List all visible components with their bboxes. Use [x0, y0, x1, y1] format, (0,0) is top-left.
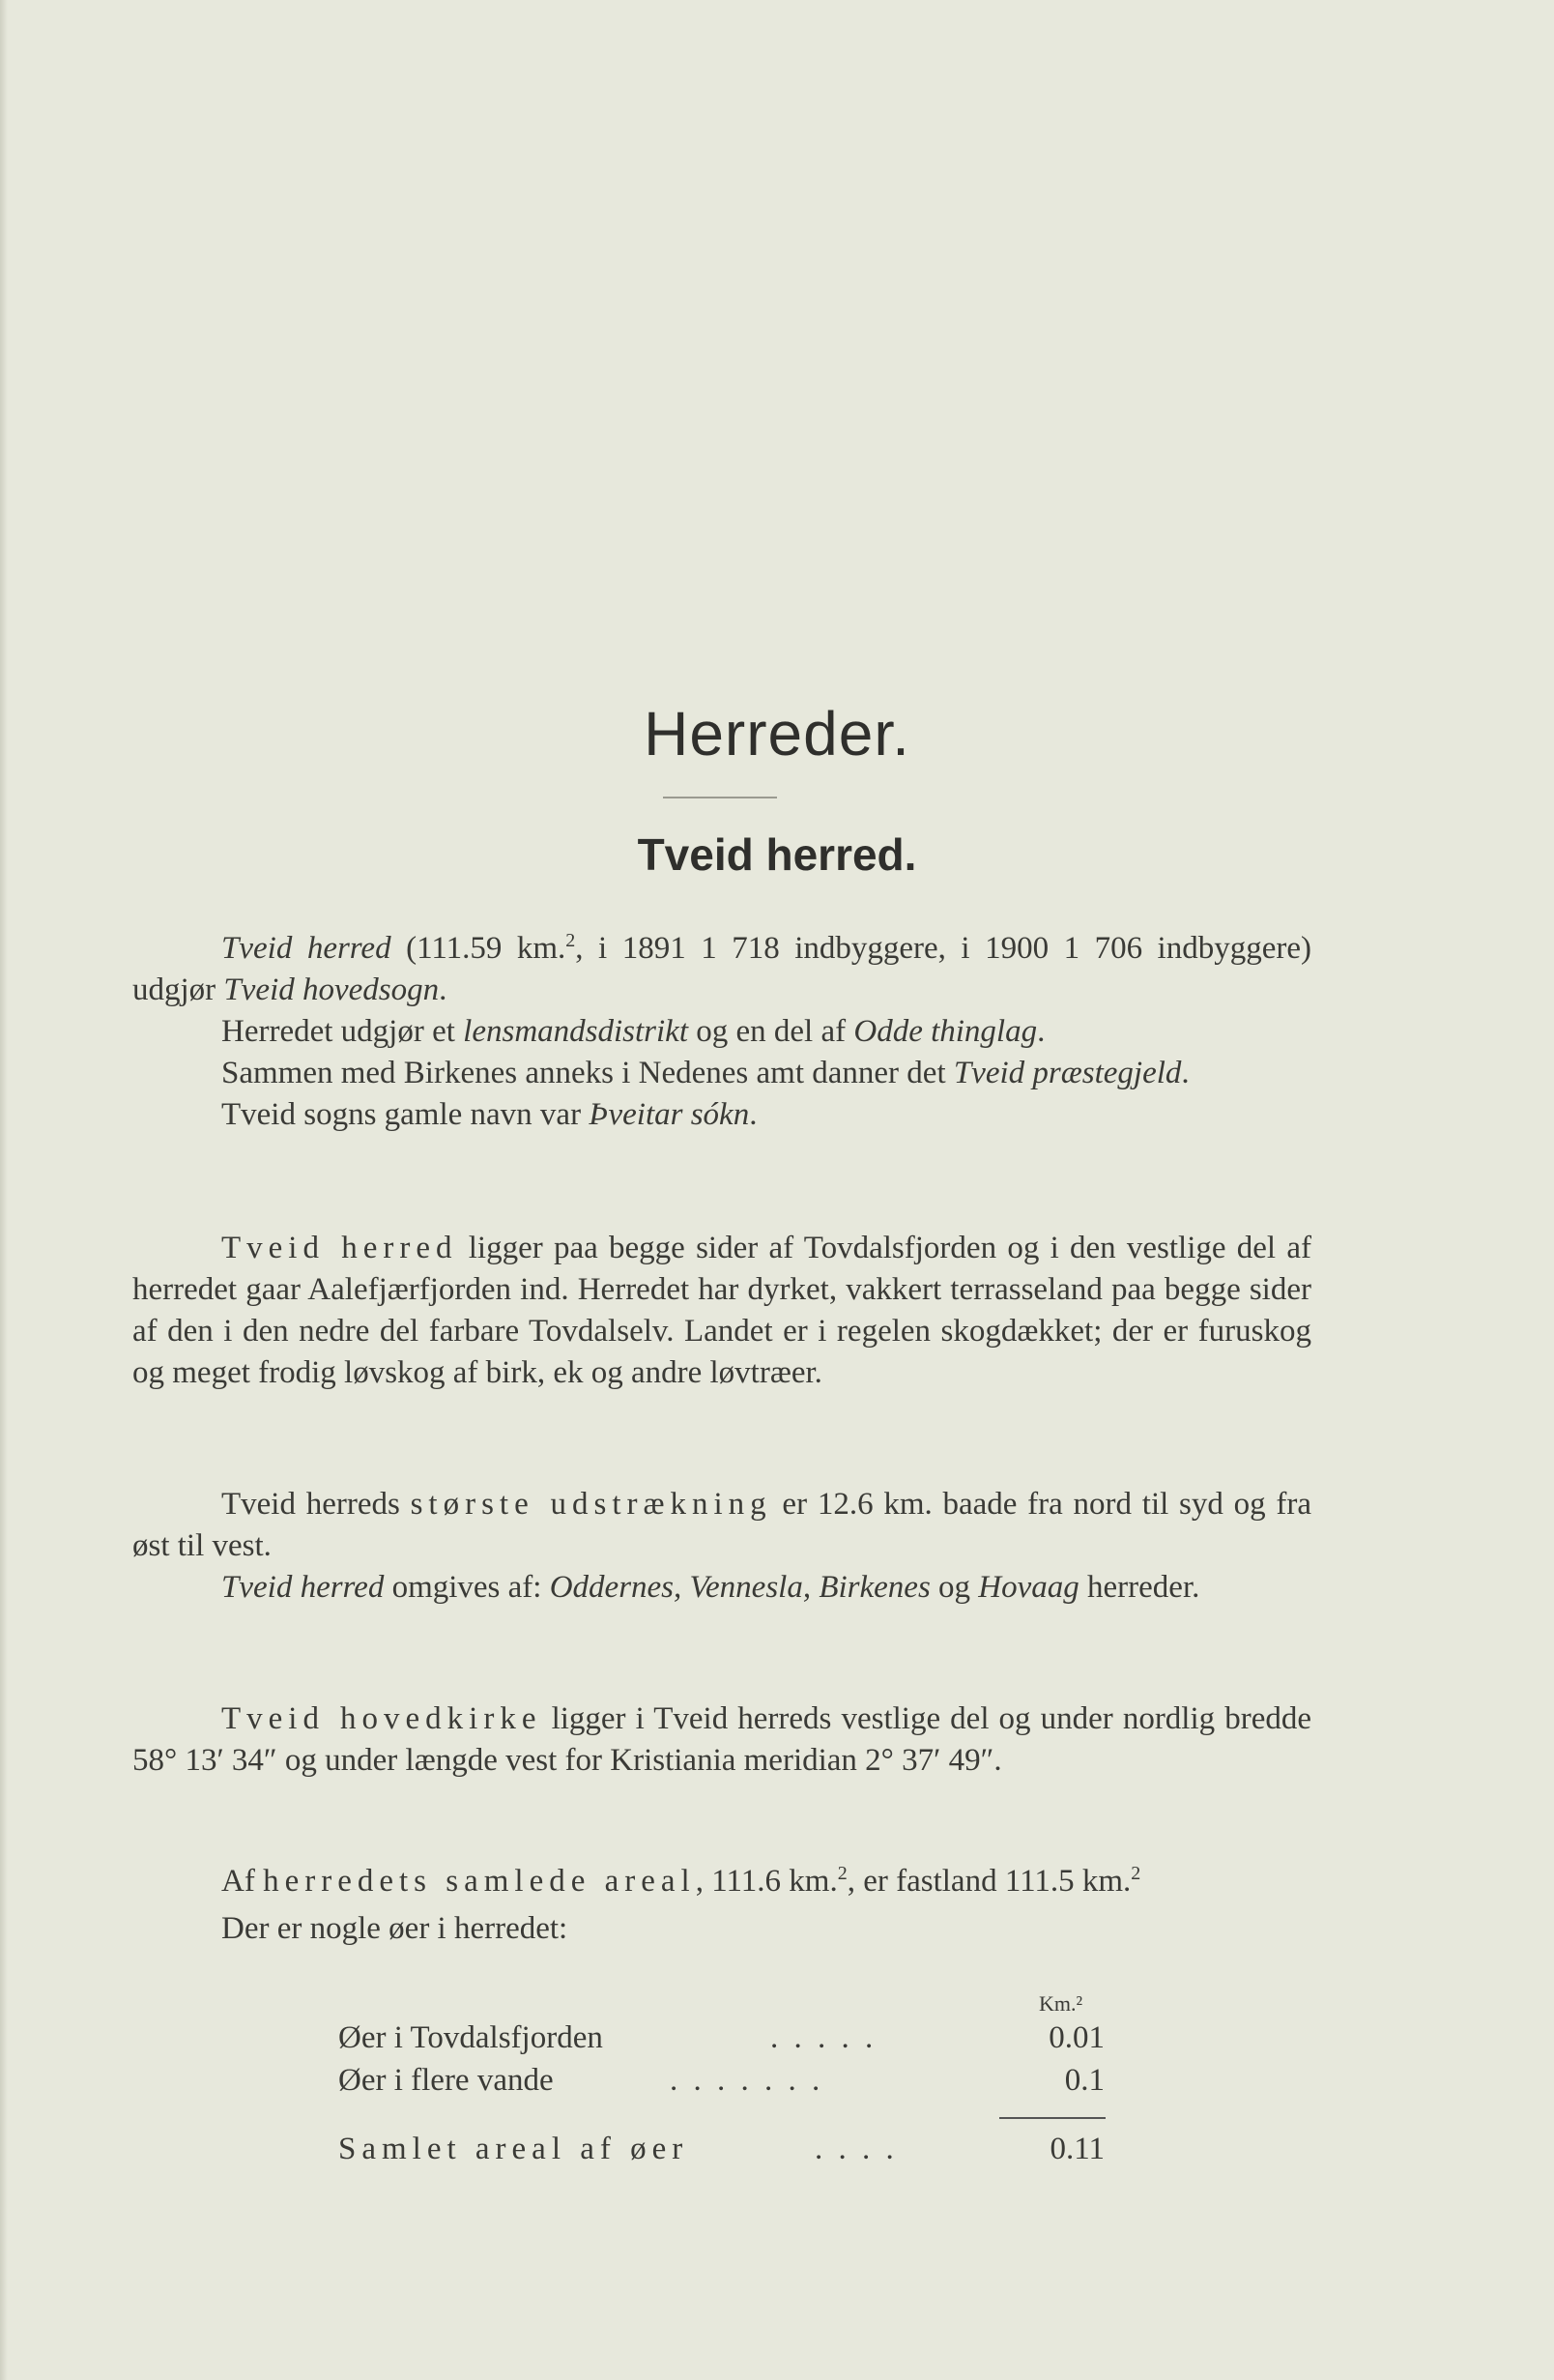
- term-odde-thinglag: Odde thinglag: [853, 1014, 1038, 1049]
- spaced-term: Tveid herred: [221, 1231, 458, 1265]
- page-edge: [0, 0, 8, 2380]
- text-period: .: [1037, 1014, 1046, 1049]
- table-row-value: 0.01: [1049, 2020, 1105, 2055]
- spaced-term: største udstrækning: [410, 1487, 772, 1522]
- spaced-term: Tveid hovedkirke: [221, 1701, 542, 1736]
- text-area: (111.59 km.: [390, 931, 566, 966]
- paragraph-old-name: [132, 1094, 1311, 1136]
- body-text-block-3: [132, 1484, 1311, 1609]
- text-population: , i 1891 1 718 indbyggere, i 1900 1 706 indbyggere) udgjør: [132, 931, 1312, 1007]
- text: og: [930, 1570, 979, 1605]
- table-total-label: Samlet areal af øer: [338, 2132, 689, 2166]
- text: herreder.: [1079, 1570, 1200, 1605]
- text: Af: [221, 1864, 264, 1899]
- superscript: 2: [837, 1863, 848, 1884]
- text: ligger paa begge sider af Tovdalsfjorden og i den vestlige del af herredet gaar Aalefjærfjorden ind. Herredet har dyrket, vakkert terrasseland paa begge sider af den i den nedre del farbare Tovdalselv. Landet er i regelen skogdækket; der er furuskog og meget frodig løvskog af birk, ek og andre løvtræer.: [132, 1231, 1311, 1390]
- term-praestegjeld: Tveid præstegjeld: [953, 1056, 1182, 1090]
- superscript: 2: [1131, 1863, 1141, 1884]
- text: Tveid sogns gamle navn var: [221, 1097, 590, 1132]
- table-total-leader: . . . .: [815, 2132, 898, 2166]
- paragraph-islands-intro: Der er nogle øer i herredet:: [221, 1911, 568, 1946]
- paragraph-neighbours: [132, 1567, 1311, 1609]
- table-row-leader: . . . . .: [770, 2020, 878, 2055]
- paragraph-geography: [132, 1228, 1311, 1394]
- paragraph-area: [132, 1861, 1311, 1902]
- term-hovedsogn: Tveid hovedsogn: [223, 972, 440, 1007]
- table-sum-rule: [999, 2117, 1106, 2119]
- text: er 12.6 km. baade fra nord til syd og fra øst til vest.: [132, 1487, 1311, 1563]
- text: , 111.6 km.: [695, 1864, 838, 1899]
- text: Tveid herreds: [221, 1487, 411, 1522]
- paragraph-church: [132, 1698, 1311, 1782]
- text-period: .: [439, 972, 447, 1007]
- superscript: 2: [565, 930, 576, 951]
- text: , er fastland 111.5 km.: [847, 1864, 1132, 1899]
- term-neighbours: Oddernes, Vennesla, Birkenes: [549, 1570, 931, 1605]
- page-heading: Herreder.: [644, 699, 910, 769]
- body-text-block-5: [132, 1861, 1311, 1950]
- spaced-term: herredets samlede areal: [263, 1864, 696, 1899]
- text: og en del af: [688, 1014, 854, 1049]
- term-tveid-herred: Tveid herred: [221, 1570, 385, 1605]
- table-row-label: Øer i flere vande: [338, 2063, 554, 2098]
- paragraph-prestegjeld: [132, 1053, 1311, 1094]
- text-period: .: [749, 1097, 758, 1132]
- table-unit-header: Km.²: [1039, 1991, 1083, 2016]
- paragraph-extent: [132, 1484, 1311, 1567]
- heading-divider: [663, 797, 777, 798]
- table-row-label: Øer i Tovdalsfjorden: [338, 2020, 603, 2055]
- text: Sammen med Birkenes anneks i Nedenes amt danner det: [221, 1056, 954, 1090]
- table-total-value: 0.11: [1050, 2132, 1105, 2166]
- table-row-value: 0.1: [1064, 2063, 1105, 2098]
- text: omgives af:: [384, 1570, 550, 1605]
- term-hovaag: Hovaag: [978, 1570, 1079, 1605]
- body-text-block-2: [132, 1228, 1311, 1394]
- section-heading: Tveid herred.: [637, 829, 917, 880]
- term-tveid-herred: Tveid herred: [221, 931, 391, 966]
- body-text-block-1: [132, 928, 1311, 1136]
- paragraph-population: [132, 928, 1311, 1011]
- table-row-leader: . . . . . . .: [670, 2063, 824, 2098]
- term-lensmandsdistrikt: lensmandsdistrikt: [463, 1014, 688, 1049]
- text: Herredet udgjør et: [221, 1014, 464, 1049]
- term-old-name: Þveitar sókn: [589, 1097, 750, 1132]
- text-period: .: [1181, 1056, 1190, 1090]
- body-text-block-4: [132, 1698, 1311, 1782]
- paragraph-district: [132, 1011, 1311, 1053]
- text: ligger i Tveid herreds vestlige del og under nordlig bredde 58° 13′ 34″ og under længde vest for Kristiania meridian 2° 37′ 49″.: [132, 1701, 1311, 1778]
